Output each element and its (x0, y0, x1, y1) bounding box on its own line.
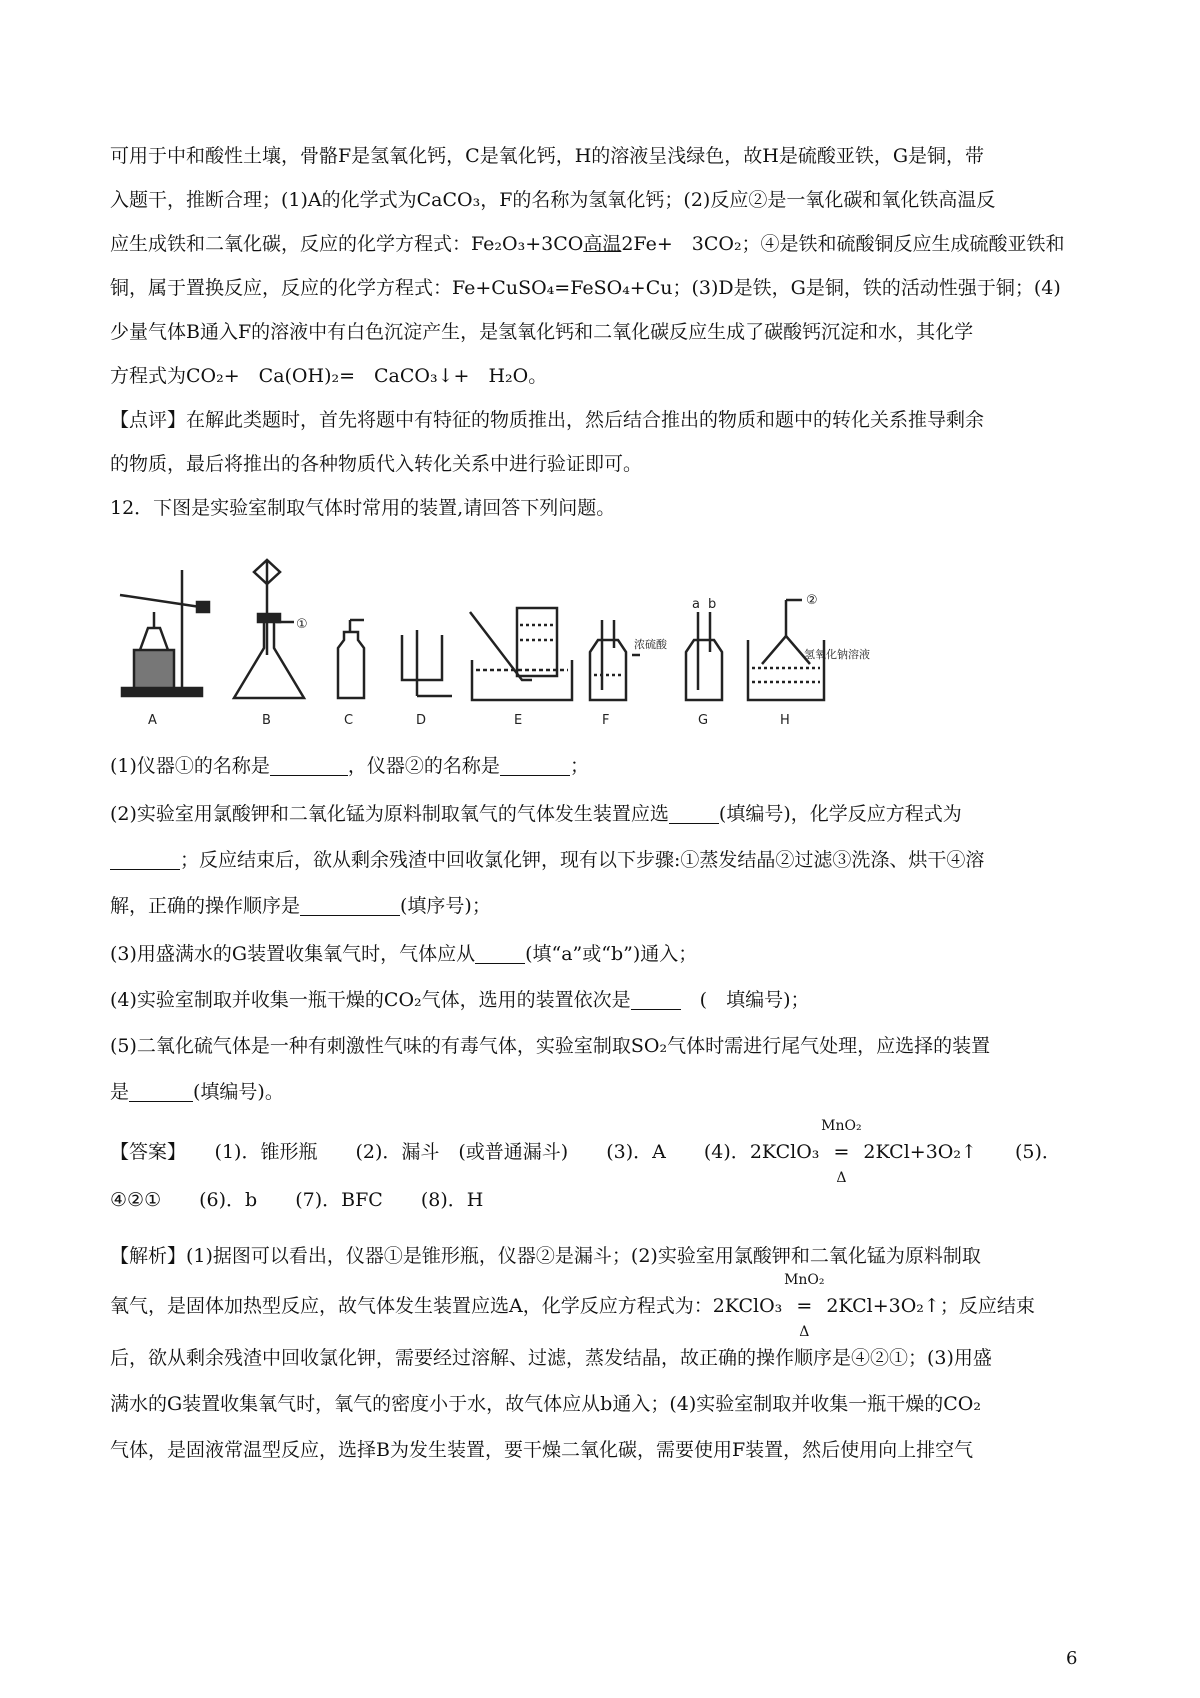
tube-a-label: a (692, 597, 700, 612)
answer-item: (1)．锥形瓶 (214, 1141, 318, 1163)
heat-symbol: Δ (799, 1324, 810, 1340)
label-a: A (148, 713, 157, 728)
question-text: (填编号)。 (193, 1081, 284, 1103)
answer-blank (475, 943, 525, 964)
question-text: (填编号)，化学反应方程式为 (718, 803, 962, 825)
label-c: C (344, 713, 354, 728)
apparatus-g-drawing (686, 612, 722, 700)
question-stem: 12．下图是实验室制取气体时常用的装置,请回答下列问题。 (110, 497, 616, 519)
question-text: 是 (110, 1081, 130, 1103)
question-text: 解，正确的操作顺序是 (110, 895, 301, 917)
answer-blank (110, 849, 180, 870)
answer-item: (5)． (1014, 1141, 1061, 1163)
answer-item: (2)．漏斗 (或普通漏斗) (355, 1141, 569, 1163)
question-text: (4)实验室制取并收集一瓶干燥的CO₂气体，选用的装置依次是 (110, 989, 631, 1011)
label-b: B (262, 713, 271, 728)
equals-sign: = (833, 1141, 850, 1163)
question-1 (110, 752, 1100, 780)
label-h: H (780, 713, 790, 728)
question-text: ；反应结束后，欲从剩余残渣中回收氯化钾，现有以下步骤:①蒸发结晶②过滤③洗涤、烘干④溶 (180, 849, 985, 871)
apparatus-figure (112, 540, 872, 740)
reaction-condition: 高温 (583, 233, 622, 255)
question-text: ( 填编号)； (680, 989, 810, 1011)
equation-text: 应生成铁和二氧化碳，反应的化学方程式：Fe₂O₃+3CO (110, 233, 584, 255)
apparatus-e-drawing (470, 608, 572, 700)
question-text: (3)用盛满水的G装置收集氧气时，气体应从 (110, 943, 476, 965)
question-text: (填“a”或“b”)通入； (525, 943, 698, 965)
answer-item: ④②① (110, 1189, 162, 1211)
marker-1: ① (296, 617, 308, 632)
label-f: F (602, 713, 610, 728)
catalyst-label: MnO₂ (821, 1118, 862, 1134)
label-d: D (416, 713, 427, 728)
question-5: (5)二氧化硫气体是一种有刺激性气味的有毒气体，实验室制取SO₂气体时需进行尾气处理，应选择的装置 (110, 1035, 991, 1057)
apparatus-d-drawing (402, 630, 452, 696)
answer-line (110, 1118, 1100, 1186)
comment-line: 的物质，最后将推出的各种物质代入转化关系中进行验证即可。 (110, 453, 643, 475)
paragraph-line: 入题干，推断合理；(1)A的化学式为CaCO₃，F的名称为氢氧化钙；(2)反应②是一氧化碳和氧化铁高温反 (110, 189, 996, 211)
equation-text: 2Fe+ 3CO₂；④是铁和硫酸铜反应生成硫酸亚铁和 (621, 233, 1065, 255)
equals-sign: = (796, 1295, 813, 1317)
apparatus-c-drawing (338, 620, 364, 698)
answer-item: (6)．b (199, 1189, 258, 1211)
answer-line-cont (110, 1186, 1100, 1214)
equation-text: 2KClO₃ (749, 1141, 820, 1163)
question-4 (110, 986, 1100, 1014)
answer-blank (270, 755, 348, 776)
equation-text: 2KCl+3O₂↑；反应结束 (826, 1295, 1035, 1317)
question-3 (110, 940, 1100, 968)
tube-b-label: b (708, 597, 717, 612)
paragraph-line: 可用于中和酸性土壤，骨骼F是氢氧化钙，C是氧化钙，H的溶液呈浅绿色，故H是硫酸亚铁，G是铜，带 (110, 145, 985, 167)
answer-item: (7)．BFC (295, 1189, 383, 1211)
page-number: 6 (1066, 1648, 1078, 1669)
label-g: G (698, 713, 709, 728)
paragraph-line: 少量气体B通入F的溶液中有白色沉淀产生，是氢氧化钙和二氧化碳反应生成了碳酸钙沉淀和水，其化学 (110, 321, 974, 343)
answer-blank (129, 1081, 193, 1102)
apparatus-a-drawing (120, 570, 209, 696)
apparatus-b-drawing (234, 560, 304, 698)
question-5-cont (110, 1078, 1100, 1106)
analysis-line (110, 1272, 1100, 1340)
marker-2: ② (806, 593, 818, 608)
answer-blank (500, 755, 570, 776)
reagent-h-label: 氢氧化钠溶液 (804, 648, 870, 661)
paragraph-line: 方程式为CO₂+ Ca(OH)₂= CaCO₃↓+ H₂O。 (110, 365, 548, 387)
answer-blank (669, 803, 719, 824)
label-e: E (514, 713, 523, 728)
question-text: (1)仪器①的名称是 (110, 755, 270, 777)
question-2-cont (110, 846, 1100, 874)
reaction-condition (782, 1272, 826, 1340)
answer-item: (4)． (703, 1141, 750, 1163)
analysis-line: 满水的G装置收集氧气时，氧气的密度小于水，故气体应从b通入；(4)实验室制取并收集一瓶干燥的CO₂ (110, 1393, 981, 1415)
answer-blank (300, 895, 400, 916)
question-2-cont (110, 892, 1100, 920)
question-2 (110, 800, 1100, 828)
paragraph-line: 铜，属于置换反应，反应的化学方程式：Fe+CuSO₄=FeSO₄+Cu；(3)D是铁，G是铜，铁的活动性强于铜；(4) (110, 277, 1061, 299)
analysis-line: 【解析】(1)据图可以看出，仪器①是锥形瓶，仪器②是漏斗；(2)实验室用氯酸钾和二氧化锰为原料制取 (110, 1245, 981, 1267)
answer-heading: 【答案】 (110, 1141, 177, 1163)
question-text: ，仪器②的名称是 (347, 755, 500, 777)
equation-text: 2KCl+3O₂↑ (863, 1141, 977, 1163)
question-text: (填序号)； (400, 895, 491, 917)
analysis-line: 气体，是固液常温型反应，选择B为发生装置，要干燥二氧化碳，需要使用F装置，然后使用向上排空气 (110, 1439, 974, 1461)
answer-item: (8)．H (420, 1189, 484, 1211)
reaction-condition (819, 1118, 863, 1186)
reagent-f-label: 浓硫酸 (634, 638, 667, 651)
equation-text: 氧气，是固体加热型反应，故气体发生装置应选A，化学反应方程式为：2KClO₃ (110, 1295, 783, 1317)
apparatus-f-drawing (590, 620, 640, 700)
comment-line: 【点评】在解此类题时，首先将题中有特征的物质推出，然后结合推出的物质和题中的转化关系推导剩余 (110, 409, 985, 431)
paragraph-line (110, 230, 1100, 258)
analysis-line: 后，欲从剩余残渣中回收氯化钾，需要经过溶解、过滤，蒸发结晶，故正确的操作顺序是④②①；(3)用盛 (110, 1347, 992, 1369)
question-text: (2)实验室用氯酸钾和二氧化锰为原料制取氧气的气体发生装置应选 (110, 803, 669, 825)
question-text: ； (569, 755, 589, 777)
answer-blank (631, 989, 681, 1010)
heat-symbol: Δ (836, 1170, 847, 1186)
answer-item: (3)．A (606, 1141, 666, 1163)
catalyst-label: MnO₂ (784, 1272, 825, 1288)
